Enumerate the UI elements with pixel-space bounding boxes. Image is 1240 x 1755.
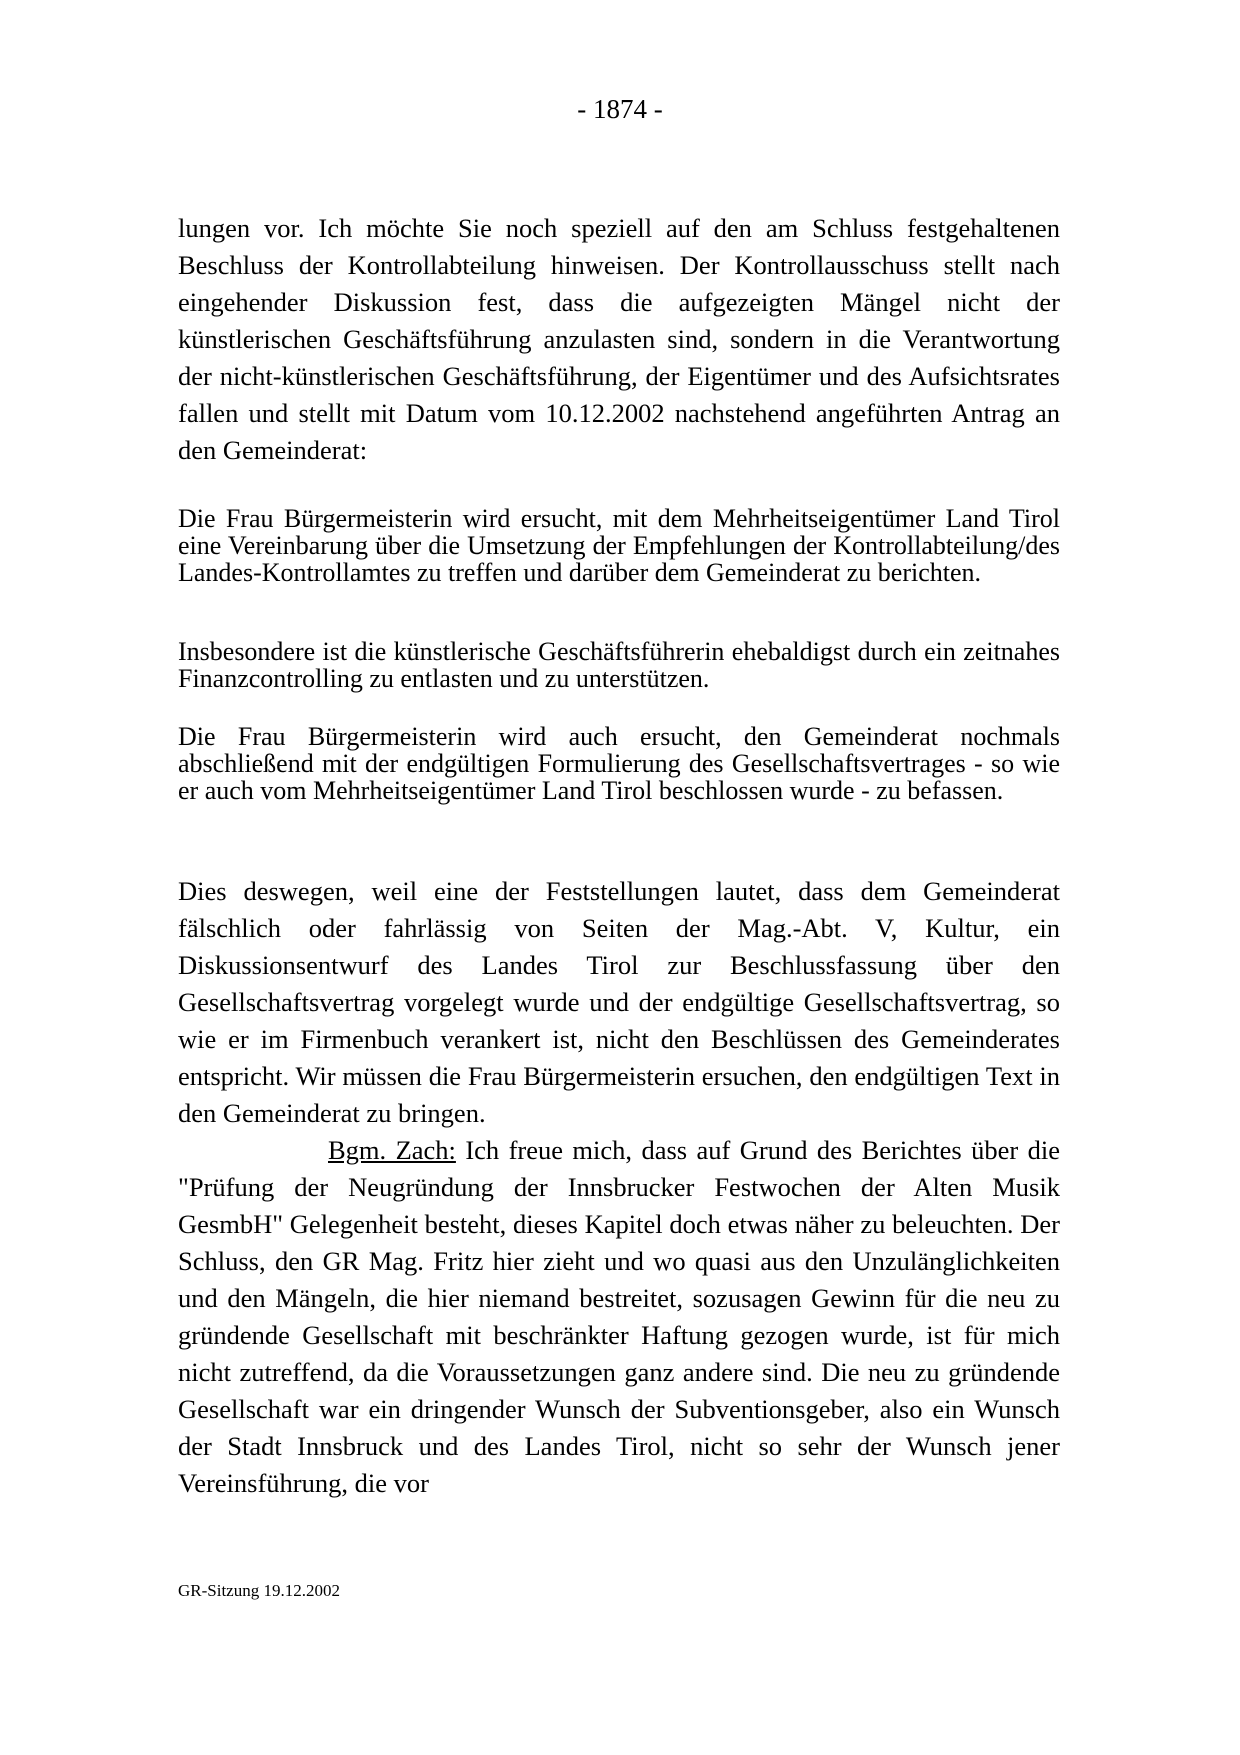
speaker-text: Ich freue mich, dass auf Grund des Berichtes über die "Prüfung der Neugründung der Innsbrucker Festwochen der Alten Musik GesmbH" Gelegenheit besteht, dieses Kapitel doch etwas näher zu beleuchten. Der Schluss, den GR Mag. Fritz hier zieht und wo quasi aus den Unzulänglichkeiten und den Mängeln, die hier niemand bestreitet, sozusagen Gewinn für die neu zu gründende Gesellschaft mit beschränkter Haftung gezogen wurde, ist für mich nicht zutreffend, da die Voraussetzungen ganz andere sind. Die neu zu gründende Gesellschaft war ein dringender Wunsch der Subventionsgeber, also ein Wunsch der Stadt Innsbruck und des Landes Tirol, nicht so sehr der Wunsch jener Vereinsführung, die vor xyxy=(178,1135,1060,1498)
speaker-name: Bgm. Zach: xyxy=(328,1135,456,1165)
page-number: - 1874 - xyxy=(577,94,663,124)
motion-paragraph-1: Die Frau Bürgermeisterin wird ersucht, mit dem Mehrheitseigentümer Land Tirol eine Vereinbarung über die Umsetzung der Empfehlungen der Kontrollabteilung/des Landes-Kontrollamtes zu treffen und darüber dem Gemeinderat zu berichten. xyxy=(178,504,1060,587)
paragraph-reason: Dies deswegen, weil eine der Feststellungen lautet, dass dem Gemeinderat fälschlich oder fahrlässig von Seiten der Mag.-Abt. V, Kultur, ein Diskussionsentwurf des Landes Tirol zur Beschlussfassung über den Gesellschaftsvertrag vorgelegt wurde und der endgültige Gesellschaftsvertrag, so wie er im Firmenbuch verankert ist, nicht den Beschlüssen des Gemeinderates entspricht. Wir müssen die Frau Bürgermeisterin ersuchen, den endgültigen Text in den Gemeinderat zu bringen. xyxy=(178,876,1060,1128)
paragraph-intro: lungen vor. Ich möchte Sie noch speziell auf den am Schluss festgehaltenen Beschluss der Kontrollabteilung hinweisen. Der Kontrollausschuss stellt nach eingehender Diskussion fest, dass die aufgezeigten Mängel nicht der künstlerischen Geschäftsführung anzulasten sind, sondern in die Verantwortung der nicht-künstlerischen Geschäftsführung, der Eigentümer und des Aufsichtsrates fallen und stellt mit Datum vom 10.12.2002 nachstehend angeführten Antrag an den Gemeinderat: xyxy=(178,213,1060,465)
paragraph-mayor-statement xyxy=(178,1132,1060,1502)
footer-session-date: GR-Sitzung 19.12.2002 xyxy=(178,1581,340,1600)
motion-paragraph-3: Die Frau Bürgermeisterin wird auch ersucht, den Gemeinderat nochmals abschließend mit der endgültigen Formulierung des Gesellschaftsvertrages - so wie er auch vom Mehrheitseigentümer Land Tirol beschlossen wurde - zu befassen. xyxy=(178,722,1060,805)
motion-paragraph-2: Insbesondere ist die künstlerische Geschäftsführerin ehebaldigst durch ein zeitnahes Finanzcontrolling zu entlasten und zu unterstützen. xyxy=(178,637,1060,693)
